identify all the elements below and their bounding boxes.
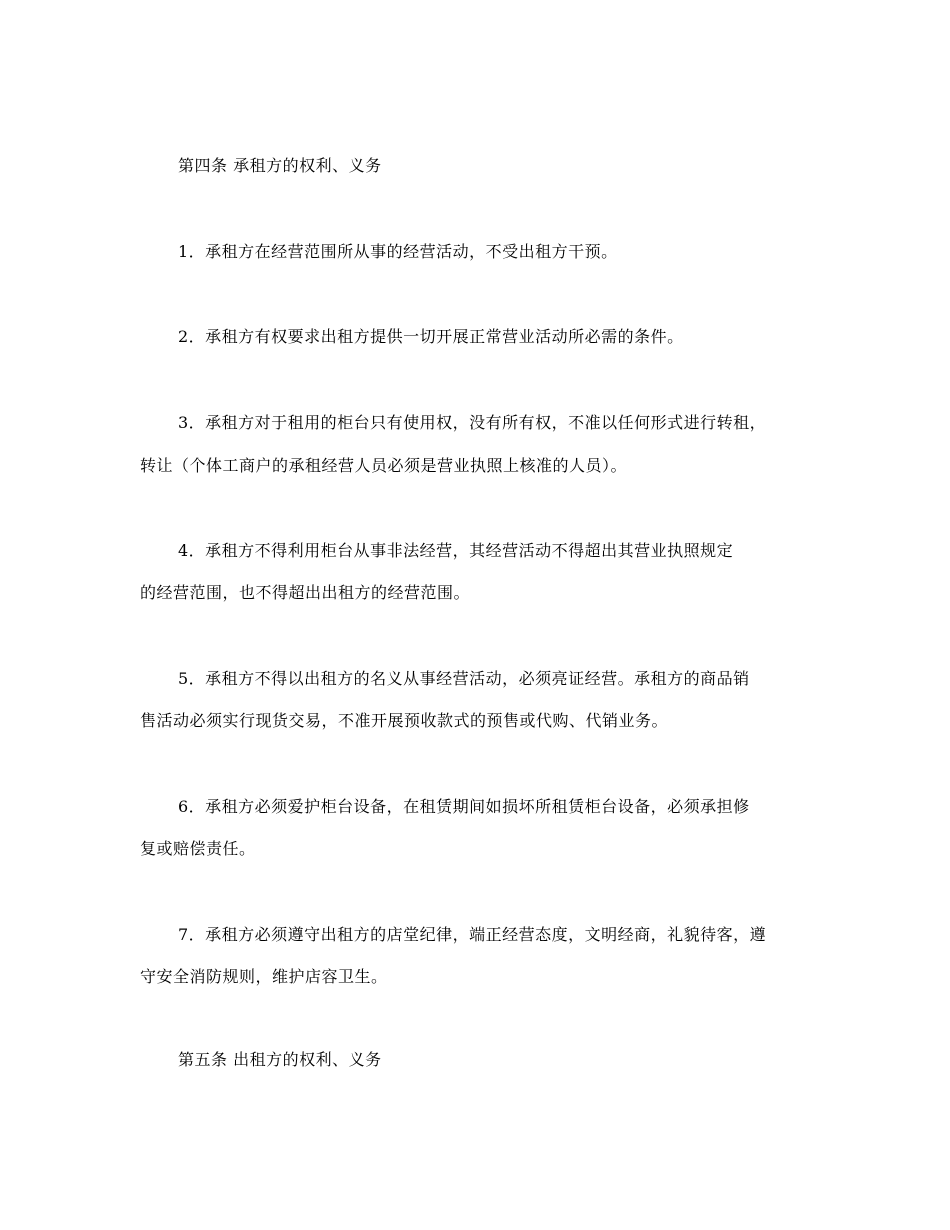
article-4-item-3-line-1: 3．承租方对于租用的柜台只有使用权，没有所有权，不准以任何形式进行转租， bbox=[178, 413, 767, 432]
article-4-item-4-line-1: 4．承租方不得利用柜台从事非法经营，其经营活动不得超出其营业执照规定 bbox=[178, 541, 734, 560]
article-4-item-1: 1．承租方在经营范围所从事的经营活动，不受出租方干预。 bbox=[178, 242, 618, 261]
article-4-item-4-line-2: 的经营范围，也不得超出出租方的经营范围。 bbox=[140, 583, 471, 602]
article-4-item-3-line-2: 转让（个体工商户的承租经营人员必须是营业执照上核准的人员）。 bbox=[140, 456, 628, 475]
article-4-item-6-line-1: 6．承租方必须爱护柜台设备，在租赁期间如损坏所租赁柜台设备，必须承担修 bbox=[178, 797, 750, 816]
article-4-item-7-line-1: 7．承租方必须遵守出租方的店堂纪律，端正经营态度，文明经商，礼貌待客，遵 bbox=[178, 925, 767, 944]
article-4-item-6-line-2: 复或赔偿责任。 bbox=[140, 839, 256, 858]
article-4-heading: 第四条 承租方的权利、义务 bbox=[178, 156, 382, 175]
article-4-item-2: 2．承租方有权要求出租方提供一切开展正常营业活动所必需的条件。 bbox=[178, 327, 684, 346]
article-4-item-5-line-2: 售活动必须实行现货交易，不准开展预收款式的预售或代购、代销业务。 bbox=[140, 711, 669, 730]
article-4-item-7-line-2: 守安全消防规则，维护店容卫生。 bbox=[140, 967, 388, 986]
article-4-item-5-line-1: 5．承租方不得以出租方的名义从事经营活动，必须亮证经营。承租方的商品销 bbox=[178, 669, 750, 688]
article-5-heading: 第五条 出租方的权利、义务 bbox=[178, 1050, 382, 1069]
